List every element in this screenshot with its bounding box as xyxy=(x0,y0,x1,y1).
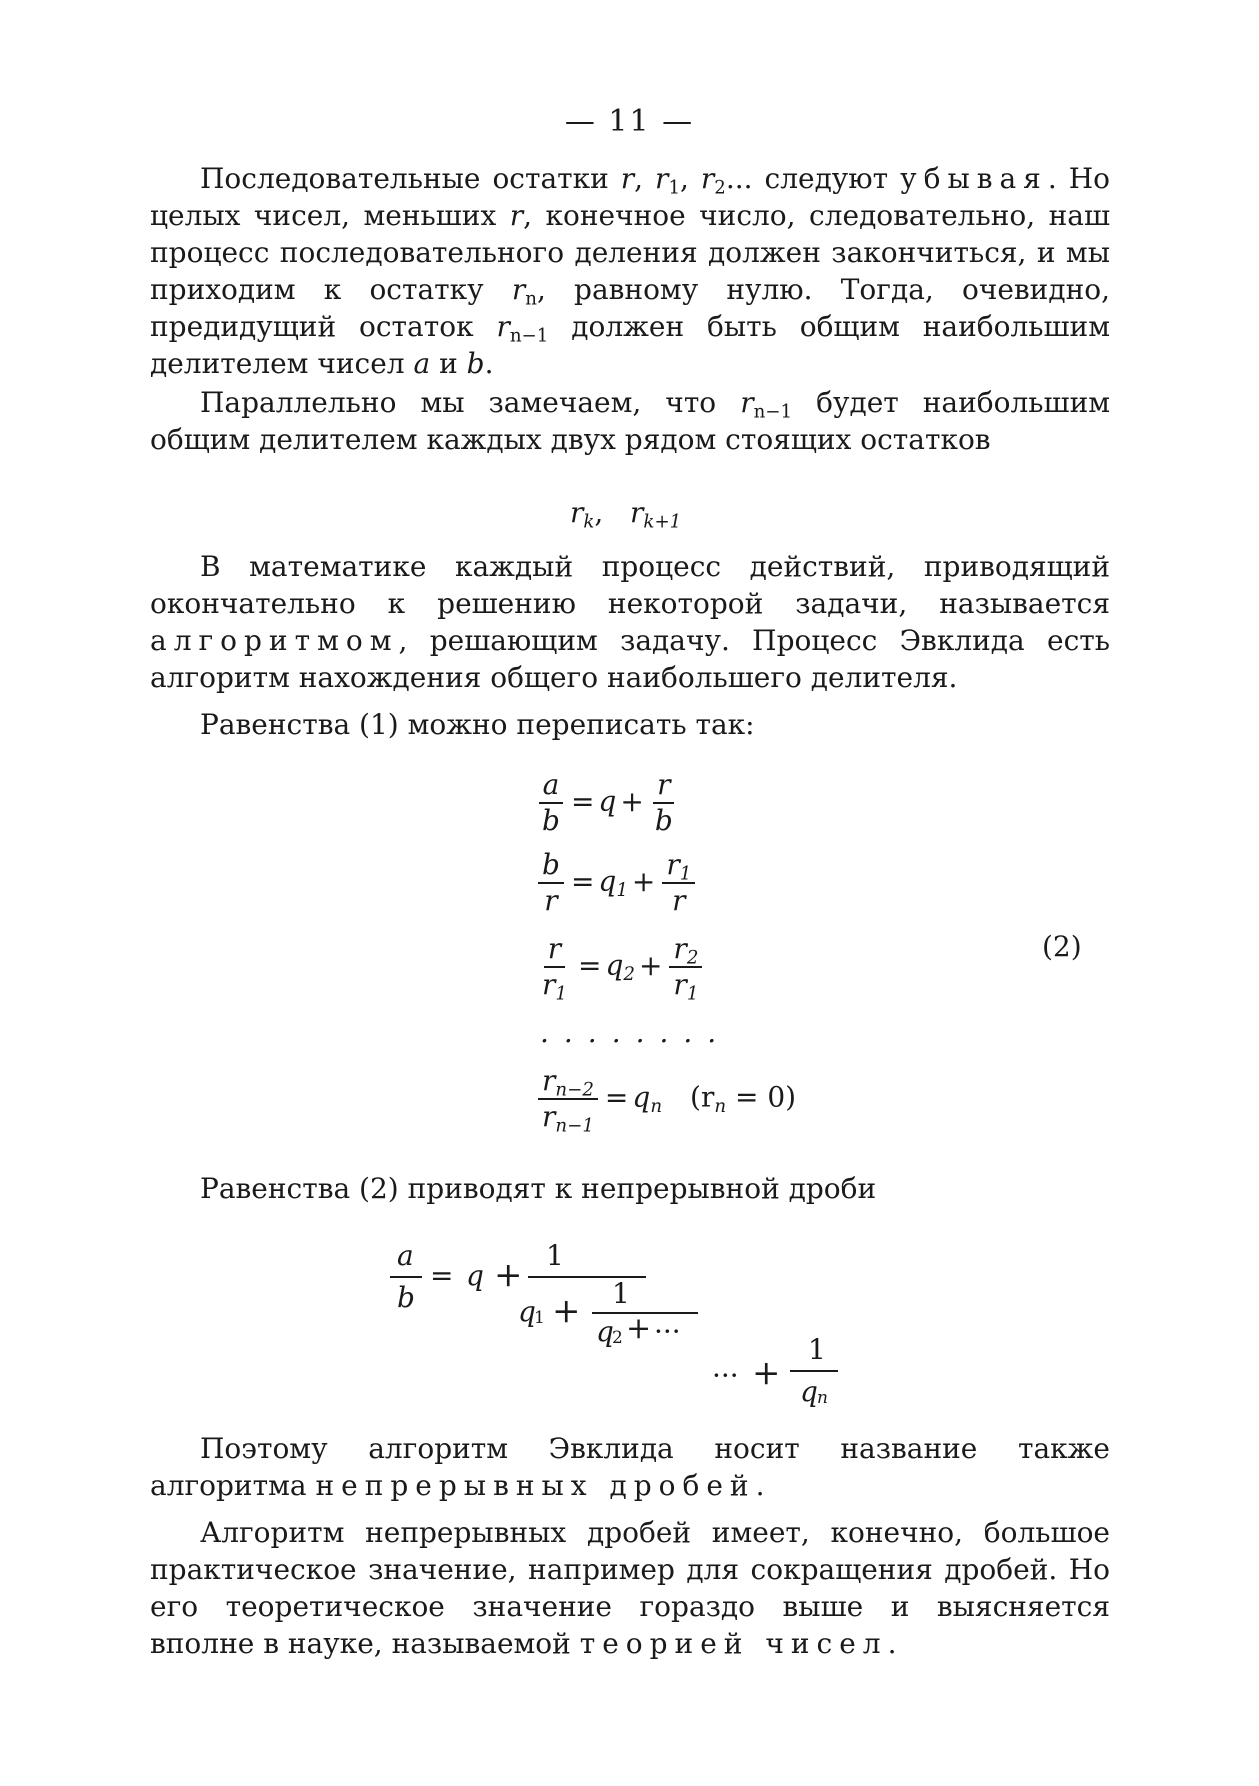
text: Последовательные остатки xyxy=(200,162,621,195)
text: и xyxy=(430,347,467,380)
sub-n-1: n−1 xyxy=(509,325,549,347)
spaced-word: убывая xyxy=(900,162,1048,195)
text: , равному нулю. Тогда, очевидно, предидущий остаток xyxy=(150,273,1111,343)
var-b: b xyxy=(466,347,485,380)
text: должен быть общим наибольшим делителем чисел xyxy=(150,310,1111,380)
paragraph-continued-fraction: Равенства (2) приводят к непрерывной дроби xyxy=(200,1172,877,1205)
spaced-word: алгоритмом xyxy=(150,624,399,657)
equation-label: (2) xyxy=(1042,930,1082,963)
var-rn: r xyxy=(511,273,526,306)
text: Поэтому алгоритм Эвклида носит название также алгоритма xyxy=(150,1432,1110,1502)
var-r1: r xyxy=(655,162,669,195)
text: , решающим задачу. Процесс Эвклида есть алгоритм нахождения общего наибольшего делителя. xyxy=(150,624,1110,694)
continued-fraction: a b = q + 1 q 1 + 1 q 2 + ··· ··· + 1 q n xyxy=(0,0,1259,1786)
var-r: r xyxy=(570,496,584,529)
sub-k: k xyxy=(583,511,595,533)
text: , xyxy=(680,162,701,195)
paragraph-rewrite: Равенства (1) можно переписать так: xyxy=(200,708,755,741)
sub-k-plus-1: k+1 xyxy=(643,511,682,533)
text: . xyxy=(887,1627,897,1660)
paragraph-parallel xyxy=(150,384,1110,458)
paragraph-remainders xyxy=(150,160,1110,382)
sub-n-1: n−1 xyxy=(753,401,793,423)
spaced-word: непрерывных дробей xyxy=(315,1469,756,1502)
equation-2: $\frac{b}{r}$ = $q_1$ + $\frac{r_1}{r}$ xyxy=(535,850,698,916)
text: Параллельно мы замечаем, что xyxy=(200,386,741,419)
sub-1: 1 xyxy=(668,177,681,199)
text: Алгоритм непрерывных дробей имеет, конечно, большое практическое значение, например для сокращения дробей. Но его теоретическое значение гораздо выше и выясняется вполне в науке, называемой xyxy=(150,1516,1110,1660)
ellipsis-row: ........ xyxy=(540,1016,732,1049)
paragraph-number-theory xyxy=(150,1514,1110,1662)
text: , xyxy=(634,162,656,195)
paragraph-algorithm xyxy=(150,548,1110,696)
equation-1: $\frac{a}{b}$ = q + $\frac{r}{b}$ xyxy=(535,770,680,836)
text: будет наибольшим общим делителем каждых двух рядом стоящих остатков xyxy=(150,386,1111,456)
paragraph-name xyxy=(150,1430,1110,1504)
equation-last: $\frac{r_{n-2}}{r_{n-1}}$ = $q_n$ $(r_n = 0)$ xyxy=(535,1066,796,1132)
var-r: r xyxy=(630,496,644,529)
text: , конечное число, следовательно, наш процесс последовательного деления должен закончиться, и мы приходим к остатку xyxy=(150,199,1110,306)
var-r: r xyxy=(620,162,635,195)
var-r2: r xyxy=(700,162,715,195)
text: . xyxy=(484,347,494,380)
sub-n: n xyxy=(525,288,537,310)
var-rn-1: r xyxy=(496,310,510,343)
text: . Но целых чисел, меньших xyxy=(150,162,1110,232)
remainder-pair: $r_k$, $r_{k+1}$ xyxy=(570,496,682,533)
sub-2: 2 xyxy=(714,177,726,199)
var-rn-1: r xyxy=(740,386,754,419)
page-number: — 11 — xyxy=(564,104,695,139)
equation-3: $\frac{r}{r_1}$ = $q_2$ + $\frac{r_2}{r_1}$ xyxy=(535,934,705,1000)
text: В математике каждый процесс действий, приводящий окончательно к решению некоторой задачи, называется xyxy=(150,550,1110,620)
spaced-word: теорией чисел xyxy=(579,1627,888,1660)
text: . xyxy=(755,1469,765,1502)
var-r: r xyxy=(509,199,524,232)
text: ... следуют xyxy=(725,162,901,195)
var-a: a xyxy=(413,347,431,380)
